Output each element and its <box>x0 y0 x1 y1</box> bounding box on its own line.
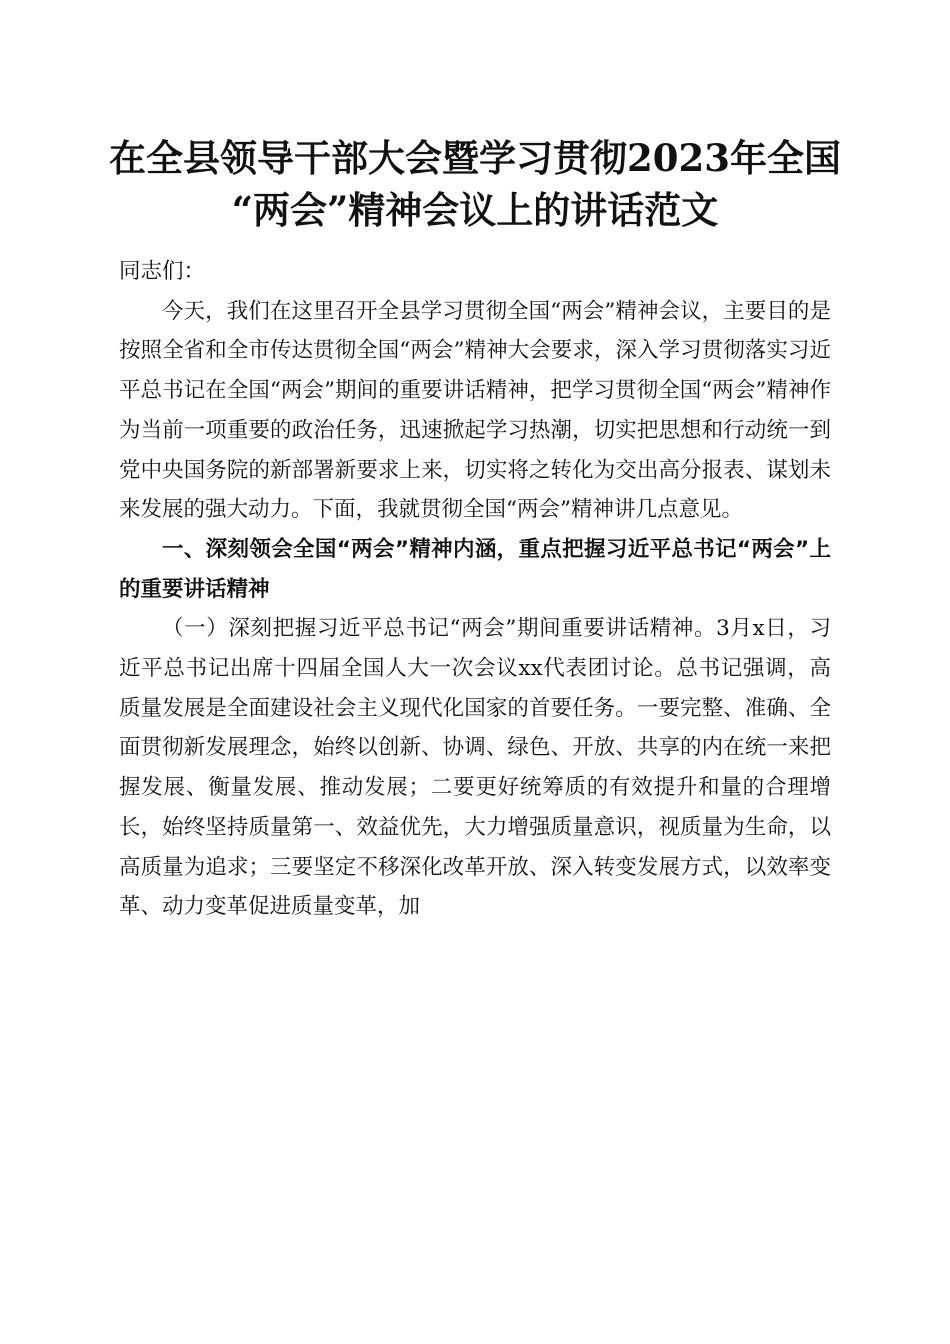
paragraph-section-1-1: （一）深刻把握习近平总书记“两会”期间重要讲话精神。3月x日，习近平总书记出席十四届全国人大一次会议xx代表团讨论。总书记强调，高质量发展是全面建设社会主义现代化国家的首要任务。一要完整、准确、全面贯彻新发展理念，始终以创新、协调、绿色、开放、共享的内在统一来把握发展、衡量发展、推动发展；二要更好统筹质的有效提升和量的合理增长，始终坚持质量第一、效益优先，大力增强质量意识，视质量为生命，以高质量为追求；三要坚定不移深化改革开放、深入转变发展方式，以效率变革、动力变革促进质量变革，加 <box>119 616 831 920</box>
section-heading-1: 一、深刻领会全国“两会”精神内涵，重点把握习近平总书记“两会”上的重要讲话精神 <box>119 536 831 602</box>
title-line-1: 在全县领导干部大会暨学习贯彻2023年全国 <box>109 136 841 180</box>
salutation: 同志们： <box>119 259 206 284</box>
paragraph-intro: 今天，我们在这里召开全县学习贯彻全国“两会”精神会议，主要目的是按照全省和全市传达贯彻全国“两会”精神大会要求，深入学习贯彻落实习近平总书记在全国“两会”期间的重要讲话精神，把学习贯彻全国“两会”精神作为当前一项重要的政治任务，迅速掀起学习热潮，切实把思想和行动统一到党中央国务院的新部署新要求上来，切实将之转化为交出高分报表、谋划未来发展的强大动力。下面，我就贯彻全国“两会”精神讲几点意见。 <box>119 298 831 523</box>
document-body <box>119 252 831 927</box>
title-line-2: “两会”精神会议上的讲话范文 <box>231 188 719 232</box>
document-title <box>80 132 870 236</box>
